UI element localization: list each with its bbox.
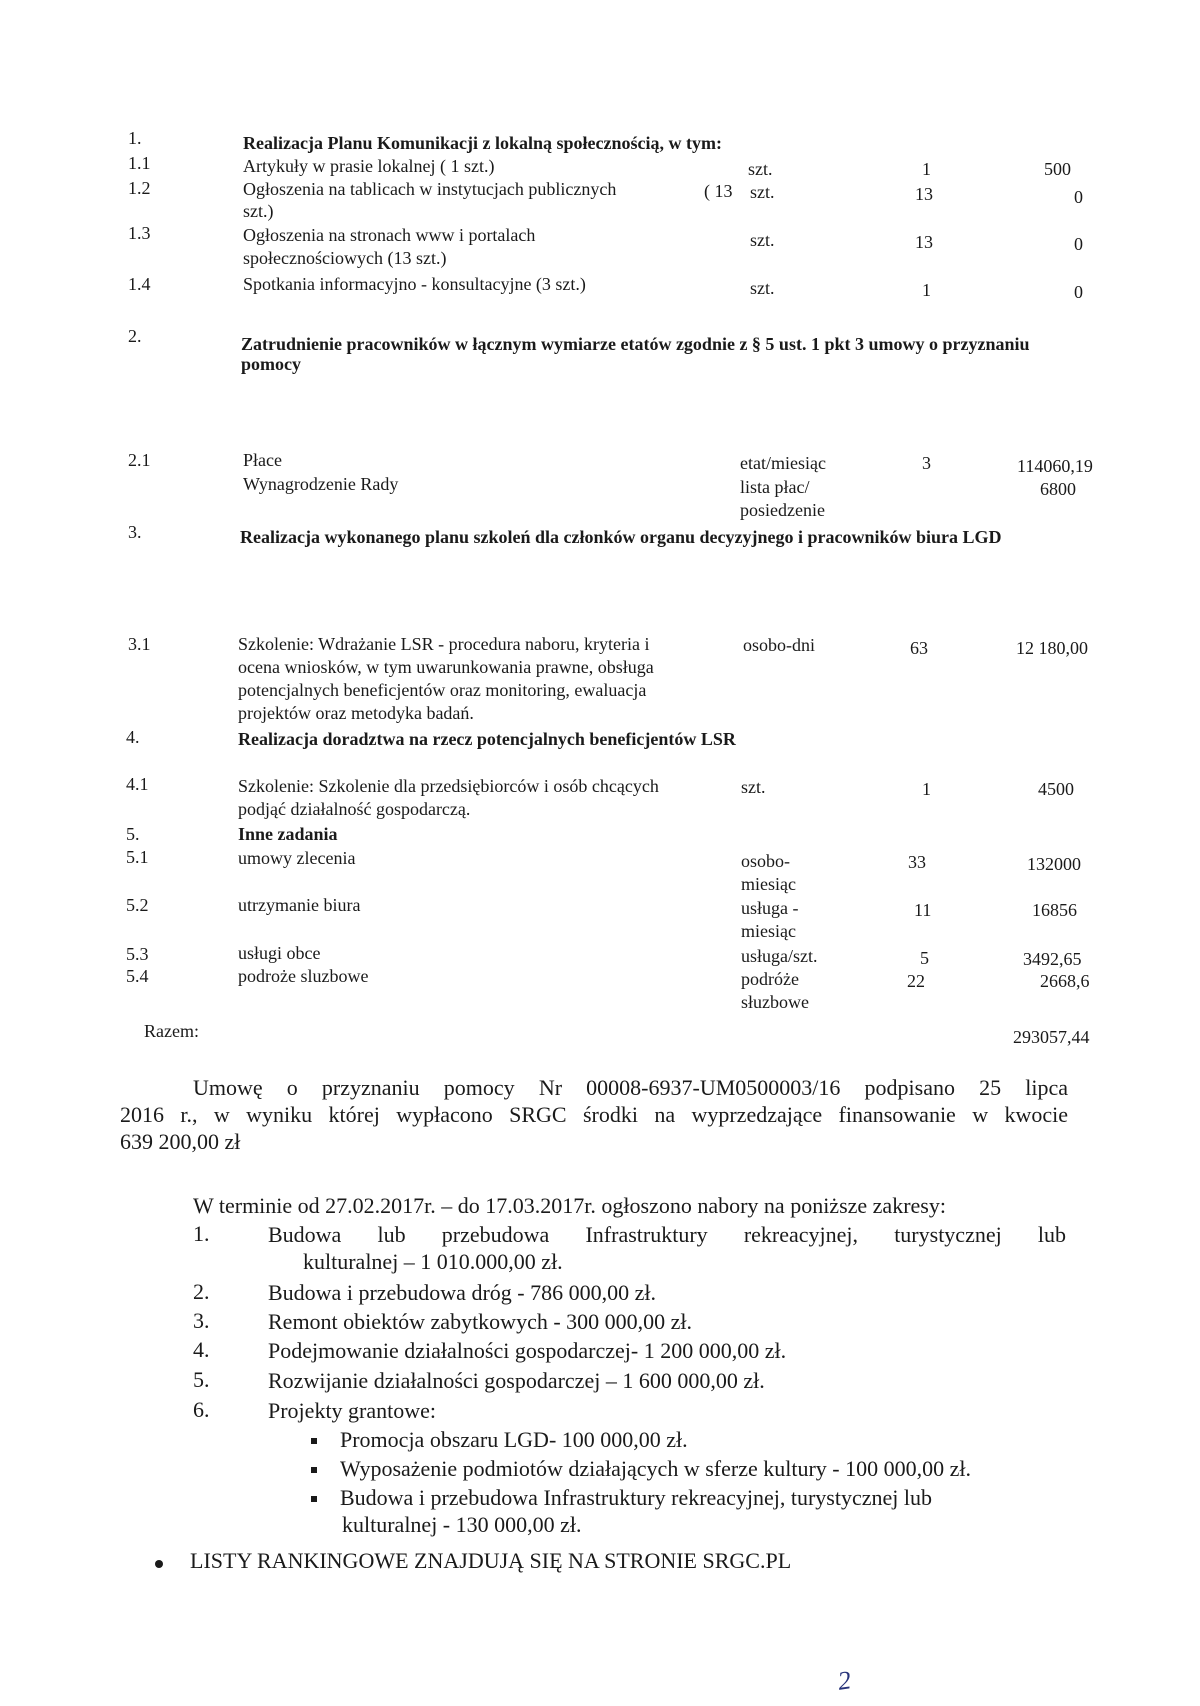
row-description: Ogłoszenia na stronach www i portalach bbox=[243, 225, 536, 245]
section-number: 3. bbox=[128, 522, 142, 542]
row-unit-cont: słuzbowe bbox=[741, 992, 809, 1012]
row-number: 3.1 bbox=[128, 634, 151, 654]
row-number: 5.1 bbox=[126, 847, 149, 867]
row-unit: szt. bbox=[741, 777, 766, 797]
row-number: 1.3 bbox=[128, 223, 151, 243]
row-value: 0 bbox=[1074, 234, 1083, 254]
section-title: Realizacja doradztwa na rzecz potencjalnych beneficjentów LSR bbox=[238, 729, 736, 749]
square-bullet-icon bbox=[311, 1496, 317, 1502]
row-quantity: 1 bbox=[922, 280, 931, 300]
row-quantity: 13 bbox=[915, 184, 933, 204]
row-value: 2668,6 bbox=[1040, 971, 1090, 991]
row-unit: osobo- bbox=[741, 851, 790, 871]
row-description: usługi obce bbox=[238, 943, 321, 963]
row-value: 16856 bbox=[1032, 900, 1077, 920]
row-unit-cont: miesiąc bbox=[741, 921, 796, 941]
agreement-line: Umowę o przyznaniu pomocy Nr 00008-6937-UM0500003/16 podpisano 25 lipca bbox=[193, 1075, 1068, 1100]
row-number: 5.3 bbox=[126, 944, 149, 964]
total-value: 293057,44 bbox=[1013, 1027, 1090, 1047]
section-title-cont: pomocy bbox=[241, 354, 301, 374]
row-quantity: 33 bbox=[908, 852, 926, 872]
row-number: 2.1 bbox=[128, 450, 151, 470]
sub-item-text: Budowa i przebudowa Infrastruktury rekreacyjnej, turystycznej lub bbox=[340, 1485, 932, 1510]
row-description-line: Szkolenie: Wdrażanie LSR - procedura naboru, kryteria i bbox=[238, 634, 650, 654]
row-description: Wynagrodzenie Rady bbox=[243, 474, 399, 494]
row-unit: podróże bbox=[741, 969, 799, 989]
list-item-text: Podejmowanie działalności gospodarczej- 1 200 000,00 zł. bbox=[268, 1338, 787, 1363]
row-quantity: 22 bbox=[907, 971, 925, 991]
sub-item-text: Promocja obszaru LGD- 100 000,00 zł. bbox=[340, 1427, 688, 1452]
row-description-line: projektów oraz metodyka badań. bbox=[238, 703, 474, 723]
row-description-line: potencjalnych beneficjentów oraz monitoring, ewaluacja bbox=[238, 680, 647, 700]
row-unit: szt. bbox=[750, 230, 775, 250]
section-number: 5. bbox=[126, 824, 140, 844]
page-number: 2 bbox=[835, 1665, 853, 1696]
row-number: 1.2 bbox=[128, 178, 151, 198]
row-quantity: 63 bbox=[910, 638, 928, 658]
row-quantity: 1 bbox=[922, 779, 931, 799]
row-description: Ogłoszenia na tablicach w instytucjach publicznych bbox=[243, 179, 617, 199]
list-number: 5. bbox=[193, 1367, 210, 1392]
row-description-tail: ( 13 bbox=[704, 181, 733, 201]
calls-intro: W terminie od 27.02.2017r. – do 17.03.2017r. ogłoszono nabory na poniższe zakresy: bbox=[193, 1193, 946, 1218]
list-number: 1. bbox=[193, 1221, 210, 1246]
sub-item-text-cont: kulturalnej - 130 000,00 zł. bbox=[342, 1512, 582, 1537]
list-item-text: Budowa lub przebudowa Infrastruktury rekreacyjnej, turystycznej lub bbox=[268, 1222, 1066, 1247]
row-quantity: 13 bbox=[915, 232, 933, 252]
row-quantity: 11 bbox=[914, 900, 932, 920]
list-number: 2. bbox=[193, 1279, 210, 1304]
row-description-cont: społecznościowych (13 szt.) bbox=[243, 248, 447, 268]
row-value: 6800 bbox=[1040, 479, 1076, 499]
row-quantity: 1 bbox=[922, 159, 931, 179]
section-number: 2. bbox=[128, 326, 142, 346]
section-number: 4. bbox=[126, 727, 140, 747]
row-value: 4500 bbox=[1038, 779, 1074, 799]
row-quantity: 5 bbox=[920, 948, 929, 968]
row-unit: szt. bbox=[750, 278, 775, 298]
row-description: Szkolenie: Szkolenie dla przedsiębiorców i osób chcących bbox=[238, 776, 659, 796]
list-item-text: Remont obiektów zabytkowych - 300 000,00 zł. bbox=[268, 1309, 693, 1334]
row-unit-cont: miesiąc bbox=[741, 874, 796, 894]
row-description: Płace bbox=[243, 450, 282, 470]
ranking-note: LISTY RANKINGOWE ZNAJDUJĄ SIĘ NA STRONIE SRGC.PL bbox=[190, 1548, 792, 1573]
section-title: Realizacja Planu Komunikacji z lokalną społecznością, w tym: bbox=[243, 133, 722, 153]
row-unit: usługa/szt. bbox=[741, 946, 818, 966]
list-number: 4. bbox=[193, 1337, 210, 1362]
total-label: Razem: bbox=[144, 1021, 199, 1041]
agreement-line: 639 200,00 zł bbox=[120, 1129, 241, 1154]
list-number: 6. bbox=[193, 1397, 210, 1422]
section-title: Inne zadania bbox=[238, 824, 338, 844]
row-number: 5.4 bbox=[126, 966, 149, 986]
row-value: 3492,65 bbox=[1023, 949, 1082, 969]
square-bullet-icon bbox=[311, 1438, 317, 1444]
row-unit-cont: posiedzenie bbox=[740, 500, 825, 520]
row-description: Spotkania informacyjno - konsultacyjne (3 szt.) bbox=[243, 274, 586, 294]
row-description-line: ocena wniosków, w tym uwarunkowania prawne, obsługa bbox=[238, 657, 654, 677]
list-number: 3. bbox=[193, 1308, 210, 1333]
row-description-cont: szt.) bbox=[243, 201, 274, 221]
bullet-icon bbox=[155, 1560, 163, 1568]
row-value: 132000 bbox=[1027, 854, 1081, 874]
row-unit: szt. bbox=[750, 182, 775, 202]
row-unit: usługa - bbox=[741, 898, 799, 918]
row-value: 0 bbox=[1074, 282, 1083, 302]
row-unit: osobo-dni bbox=[743, 635, 815, 655]
row-value: 12 180,00 bbox=[1016, 638, 1088, 658]
row-number: 4.1 bbox=[126, 774, 149, 794]
list-item-text-cont: kulturalnej – 1 010.000,00 zł. bbox=[303, 1249, 563, 1274]
row-number: 1.1 bbox=[128, 153, 151, 173]
section-number: 1. bbox=[128, 128, 142, 148]
sub-item-text: Wyposażenie podmiotów działających w sferze kultury - 100 000,00 zł. bbox=[340, 1456, 971, 1481]
list-item-text: Budowa i przebudowa dróg - 786 000,00 zł. bbox=[268, 1280, 656, 1305]
agreement-line: 2016 r., w wyniku której wypłacono SRGC środki na wyprzedzające finansowanie w kwocie bbox=[120, 1102, 1068, 1127]
list-item-text: Rozwijanie działalności gospodarczej – 1 600 000,00 zł. bbox=[268, 1368, 765, 1393]
row-value: 500 bbox=[1044, 159, 1071, 179]
row-description: umowy zlecenia bbox=[238, 848, 356, 868]
row-description-cont: podjąć działalność gospodarczą. bbox=[238, 799, 471, 819]
row-quantity: 3 bbox=[922, 453, 931, 473]
list-item-text: Projekty grantowe: bbox=[268, 1398, 437, 1423]
row-description: podroże sluzbowe bbox=[238, 966, 369, 986]
row-description: utrzymanie biura bbox=[238, 895, 361, 915]
row-value: 0 bbox=[1074, 187, 1083, 207]
row-description: Artykuły w prasie lokalnej ( 1 szt.) bbox=[243, 156, 495, 176]
row-number: 5.2 bbox=[126, 895, 149, 915]
square-bullet-icon bbox=[311, 1467, 317, 1473]
section-title: Zatrudnienie pracowników w łącznym wymiarze etatów zgodnie z § 5 ust. 1 pkt 3 umowy o przyznaniu bbox=[241, 334, 1030, 354]
row-value: 114060,19 bbox=[1017, 456, 1093, 476]
row-unit: etat/miesiąc bbox=[740, 453, 826, 473]
section-title: Realizacja wykonanego planu szkoleń dla członków organu decyzyjnego i pracowników biura LGD bbox=[240, 527, 1002, 547]
row-unit: lista płac/ bbox=[740, 477, 810, 497]
row-number: 1.4 bbox=[128, 274, 151, 294]
row-unit: szt. bbox=[748, 159, 773, 179]
